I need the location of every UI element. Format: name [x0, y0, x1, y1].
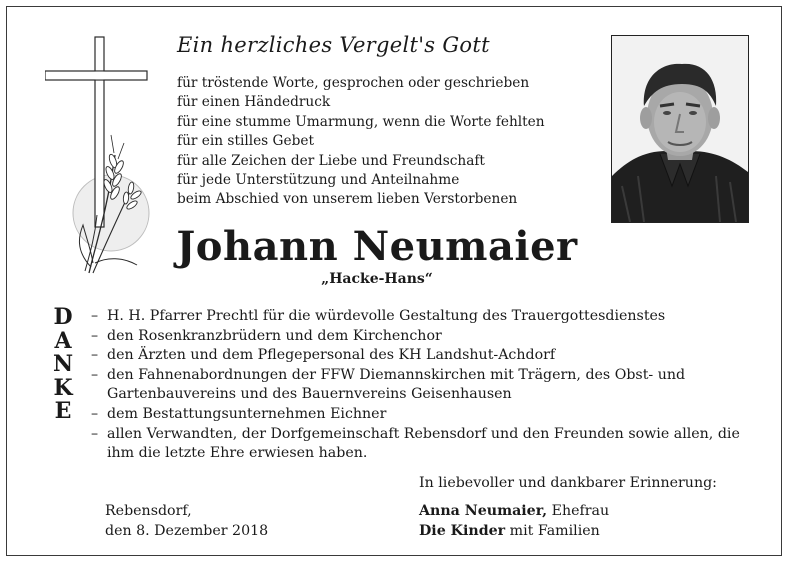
signer-name: Die Kinder [419, 523, 506, 539]
place: Rebensdorf, [105, 503, 192, 519]
signer-relation: mit Familien [509, 523, 600, 539]
danke-letter: A [54, 327, 72, 354]
acknowledgement-item: – dem Bestattungsunternehmen Eichner [91, 405, 761, 425]
thanks-line: beim Abschied von unserem lieben Verstorbenen [177, 191, 518, 208]
signer-line [419, 521, 609, 541]
acknowledgement-list [91, 307, 761, 464]
portrait-photo [611, 35, 749, 223]
danke-letter: K [53, 374, 73, 401]
danke-letter: N [52, 351, 74, 377]
signer-relation: Ehefrau [551, 503, 610, 519]
acknowledgement-item: – den Ärzten und dem Pflegepersonal des KH Landshut-Achdorf [91, 346, 761, 366]
date: den 8. Dezember 2018 [105, 523, 269, 539]
closing-line: In liebevoller und dankbarer Erinnerung: [419, 475, 717, 491]
acknowledgement-item: – H. H. Pfarrer Prechtl für die würdevolle Gestaltung des Trauergottesdienstes [91, 307, 761, 327]
acknowledgement-item: – allen Verwandten, der Dorfgemeinschaft Rebensdorf und den Freunden sowie allen, die ihm die letzte Ehre erwiesen haben. [91, 425, 761, 464]
heading: Ein herzliches Vergelt's Gott [177, 33, 490, 57]
obituary-card [6, 6, 782, 556]
signer-line [419, 501, 609, 521]
signers [419, 501, 609, 541]
thanks-line: für einen Händedruck [177, 94, 331, 111]
deceased-name: Johann Neumaier [176, 223, 578, 270]
thanks-line: für eine stumme Umarmung, wenn die Worte fehlten [177, 113, 545, 130]
thanks-line: für jede Unterstützung und Anteilnahme [177, 172, 460, 189]
danke-letter: D [53, 304, 73, 330]
signer-name: Anna Neumaier, [419, 503, 548, 519]
deceased-nickname: „Hacke-Hans“ [321, 271, 433, 287]
thanks-line: für tröstende Worte, gesprochen oder geschrieben [177, 75, 530, 91]
danke-vertical [47, 306, 79, 424]
danke-letter: E [54, 398, 72, 424]
place-date [105, 501, 268, 541]
thanks-list [177, 74, 545, 210]
acknowledgement-item: – den Rosenkranzbrüdern und dem Kirchenchor [91, 327, 761, 347]
thanks-line: für ein stilles Gebet [177, 133, 314, 150]
thanks-line: für alle Zeichen der Liebe und Freundschaft [177, 152, 485, 169]
acknowledgement-item: – den Fahnenabordnungen der FFW Diemannskirchen mit Trägern, des Obst- und Gartenbauvereins und des Bauernvereins Geisenhausen [91, 366, 761, 405]
